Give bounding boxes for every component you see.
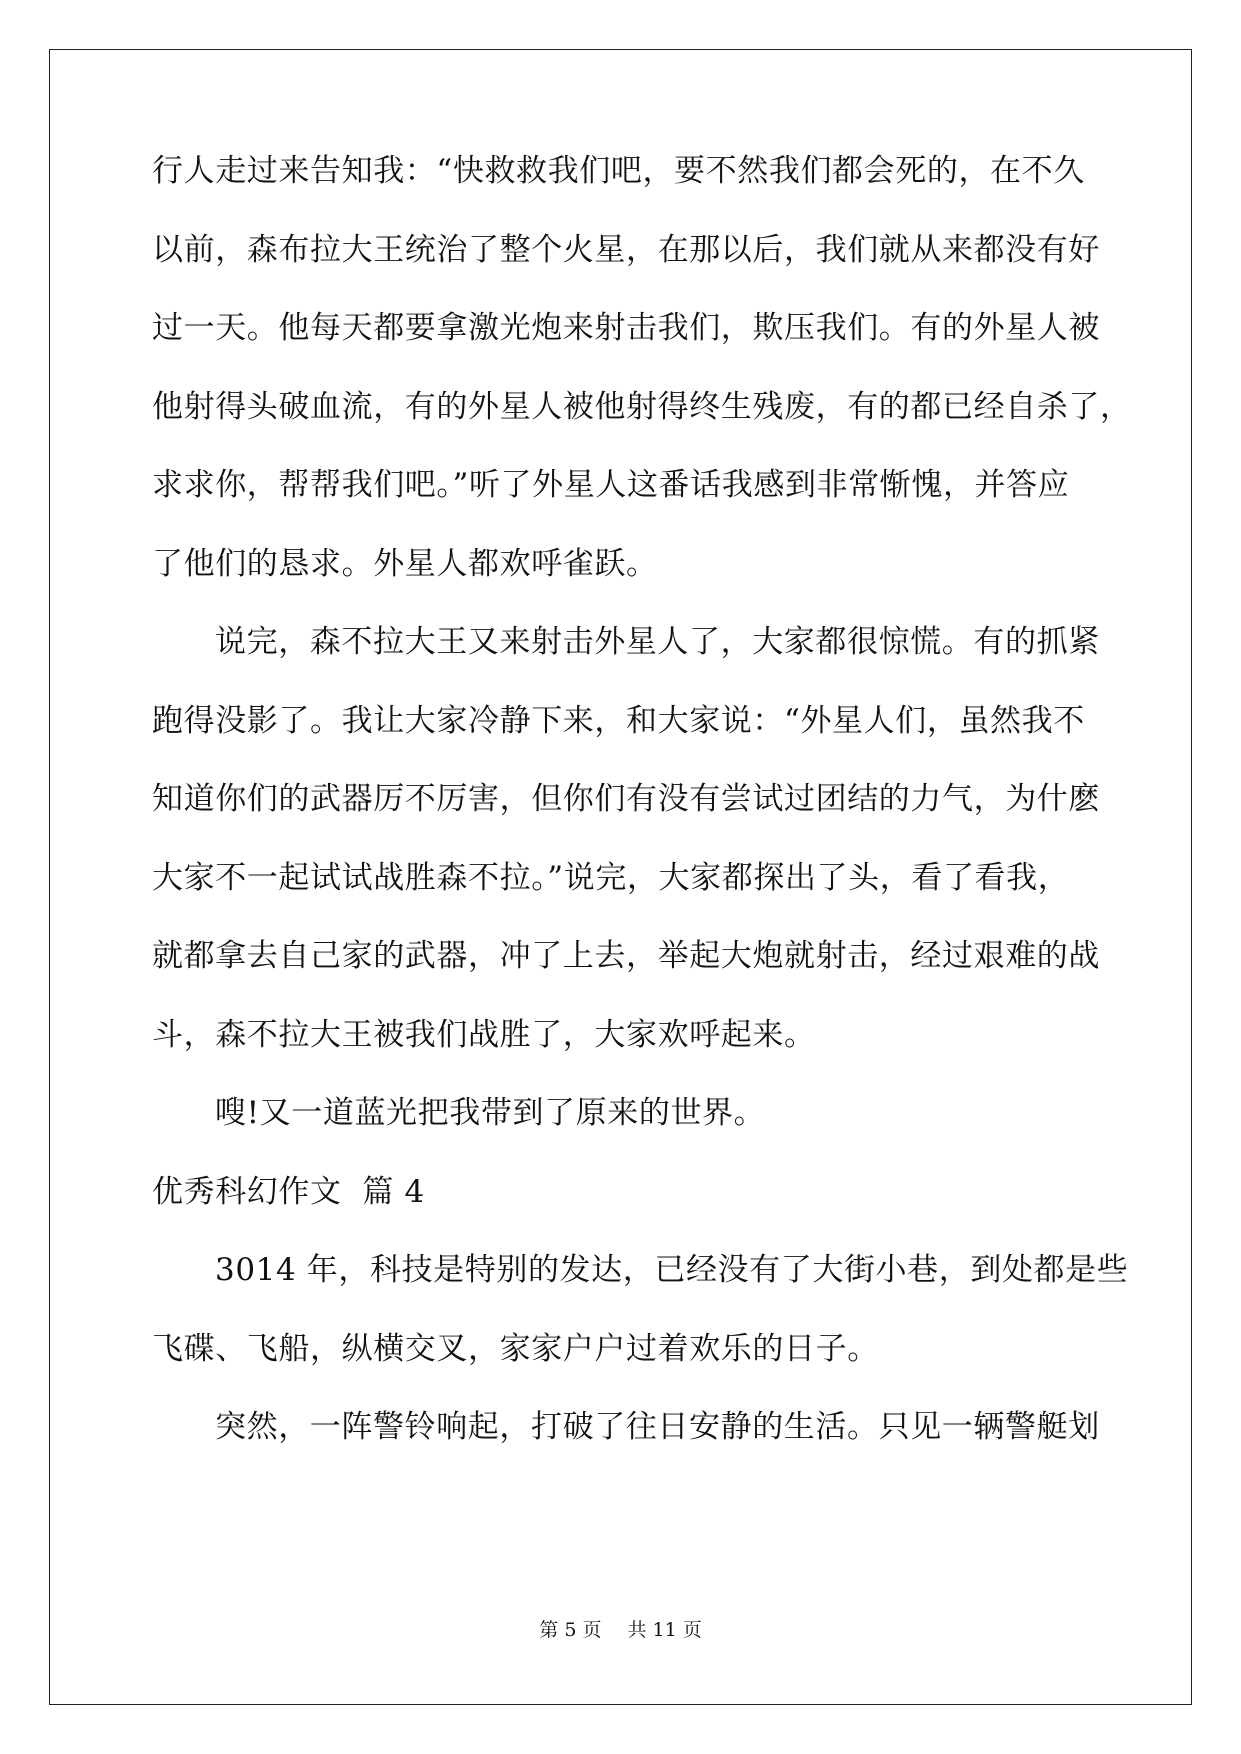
- page-footer: [0, 1618, 1241, 1642]
- text-line: 飞碟、飞船，纵横交叉，家家户户过着欢乐的日子。: [152, 1331, 879, 1367]
- text-line: 过一天。他每天都要拿激光炮来射击我们，欺压我们。有的外星人被: [152, 310, 1100, 346]
- paragraph-first-line: 说完，森不拉大王又来射击外星人了，大家都很惊慌。有的抓紧: [215, 624, 1100, 660]
- text-line: 知道你们的武器厉不厉害，但你们有没有尝试过团结的力气，为什麽: [152, 781, 1100, 817]
- text-line: 就都拿去自己家的武器，冲了上去，举起大炮就射击，经过艰难的战: [152, 938, 1100, 974]
- paragraph-first-line: 嗖!又一道蓝光把我带到了原来的世界。: [215, 1095, 766, 1131]
- text-line: 斗，森不拉大王被我们战胜了，大家欢呼起来。: [152, 1017, 816, 1053]
- page-number: 第 5 页: [539, 1619, 602, 1641]
- text-line: 求求你，帮帮我们吧。”听了外星人这番话我感到非常惭愧，并答应: [152, 467, 1070, 503]
- text-line: 他射得头破血流，有的外星人被他射得终生残废，有的都已经自杀了，: [152, 389, 1132, 425]
- text-line: 大家不一起试试战胜森不拉。”说完，大家都探出了头，看了看我，: [152, 860, 1070, 896]
- text-line: 行人走过来告知我：“快救救我们吧，要不然我们都会死的，在不久: [152, 153, 1085, 189]
- text-line: 跑得没影了。我让大家冷静下来，和大家说：“外星人们，虽然我不: [152, 703, 1085, 739]
- text-line: 以前，森布拉大王统治了整个火星，在那以后，我们就从来都没有好: [152, 232, 1100, 268]
- paragraph-first-line: 突然，一阵警铃响起，打破了往日安静的生活。只见一辆警艇划: [215, 1409, 1100, 1445]
- paragraph-first-line: 3014 年，科技是特别的发达，已经没有了大街小巷，到处都是些: [215, 1252, 1129, 1288]
- section-heading: 优秀科幻作文 篇 4: [152, 1174, 425, 1210]
- text-line: 了他们的恳求。外星人都欢呼雀跃。: [152, 546, 658, 582]
- page-total: 共 11 页: [627, 1619, 702, 1641]
